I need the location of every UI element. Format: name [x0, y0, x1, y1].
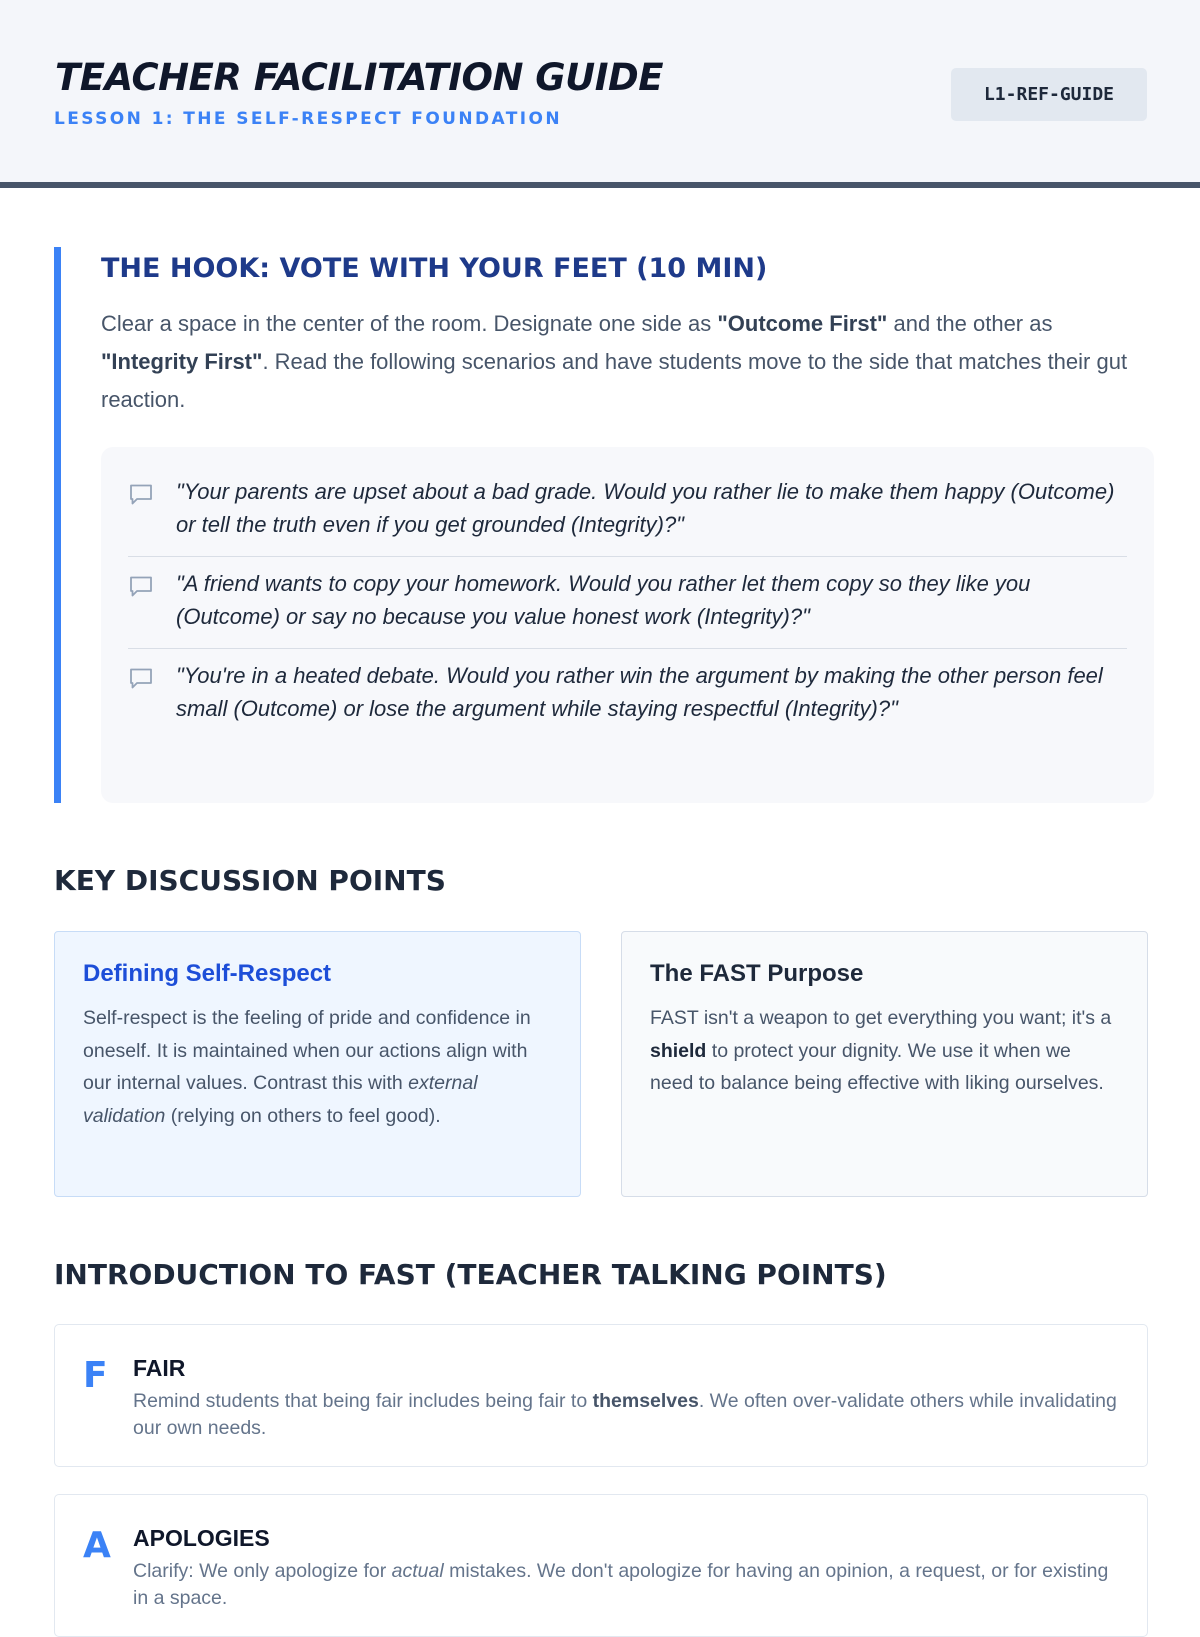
outcome-side-label: "Outcome First" — [717, 311, 888, 336]
fast-description — [133, 1558, 1123, 1612]
scenario-item — [128, 465, 1127, 557]
scenario-text: "A friend wants to copy your homework. Would you rather let them copy so they like you (Outcome) or say no because you value honest work (Integrity)?" — [176, 571, 1031, 629]
hook-instructions — [101, 305, 1151, 419]
speech-bubble-icon — [128, 659, 176, 696]
hook-section — [54, 247, 1148, 803]
scenario-text: "You're in a heated debate. Would you rather win the argument by making the other person feel small (Outcome) or lose the argument while staying respectful (Integrity)?" — [176, 663, 1103, 721]
card-body-text: Self-respect is the feeling of pride and confidence in oneself. It is maintained when our actions align with our internal values. Contrast this with — [83, 1007, 531, 1094]
speech-bubble-icon — [128, 475, 176, 512]
fast-name: APOLOGIES — [133, 1525, 270, 1551]
fast-description — [133, 1388, 1123, 1442]
fast-item-apologies — [54, 1494, 1148, 1637]
scenario-text: "Your parents are upset about a bad grade. Would you rather lie to make them happy (Outcome) or tell the truth even if you get grounded (Integrity)?" — [176, 479, 1115, 537]
scenario-item — [128, 649, 1127, 740]
scenario-list — [101, 447, 1154, 803]
fast-emphasis: themselves — [592, 1390, 699, 1412]
page-title: TEACHER FACILITATION GUIDE — [55, 56, 663, 99]
hook-intro-text: . Read the following scenarios and have students move to the side that matches their gut reaction. — [101, 349, 1128, 412]
card-body — [650, 1002, 1119, 1100]
self-respect-card — [54, 931, 581, 1197]
card-title: The FAST Purpose — [650, 960, 864, 987]
fast-desc-text: . We often over-validate others while invalidating our own needs. — [133, 1390, 1117, 1439]
fast-desc-text: mistakes. We don't apologize for having an opinion, a request, or for existing in a space. — [133, 1560, 1109, 1609]
card-title: Defining Self-Respect — [83, 960, 332, 987]
speech-bubble-icon — [128, 567, 176, 604]
fast-emphasis: actual — [391, 1560, 444, 1582]
fast-letter: A — [83, 1525, 111, 1566]
fast-desc-text: Clarify: We only apologize for — [133, 1560, 392, 1582]
card-emphasis: external validation — [83, 1072, 478, 1127]
fast-item-fair — [54, 1324, 1148, 1467]
card-body-text: (relying on others to feel good). — [165, 1104, 441, 1127]
card-body-text: FAST isn't a weapon to get everything you want; it's a — [650, 1007, 1112, 1029]
fast-name: FAIR — [133, 1355, 186, 1381]
fast-desc-text: Remind students that being fair includes being fair to — [133, 1390, 593, 1412]
fast-purpose-card — [621, 931, 1148, 1197]
fast-letter: F — [83, 1355, 108, 1396]
hook-intro-text: Clear a space in the center of the room. Designate one side as — [101, 311, 718, 336]
scenario-item — [128, 557, 1127, 649]
reference-code-badge: L1-REF-GUIDE — [951, 68, 1147, 121]
card-strong: shield — [650, 1039, 707, 1062]
card-body — [83, 1002, 552, 1132]
page-header — [0, 0, 1200, 188]
card-body-text: to protect your dignity. We use it when we need to balance being effective with liking ourselves. — [650, 1039, 1104, 1094]
lesson-subtitle: LESSON 1: THE SELF-RESPECT FOUNDATION — [54, 109, 562, 129]
fast-intro-heading: INTRODUCTION TO FAST (TEACHER TALKING POINTS) — [54, 1258, 887, 1291]
hook-intro-text: and the other as — [887, 311, 1053, 336]
hook-title: THE HOOK: VOTE WITH YOUR FEET (10 MIN) — [101, 253, 768, 284]
integrity-side-label: "Integrity First" — [101, 349, 263, 374]
discussion-heading: KEY DISCUSSION POINTS — [54, 864, 446, 897]
